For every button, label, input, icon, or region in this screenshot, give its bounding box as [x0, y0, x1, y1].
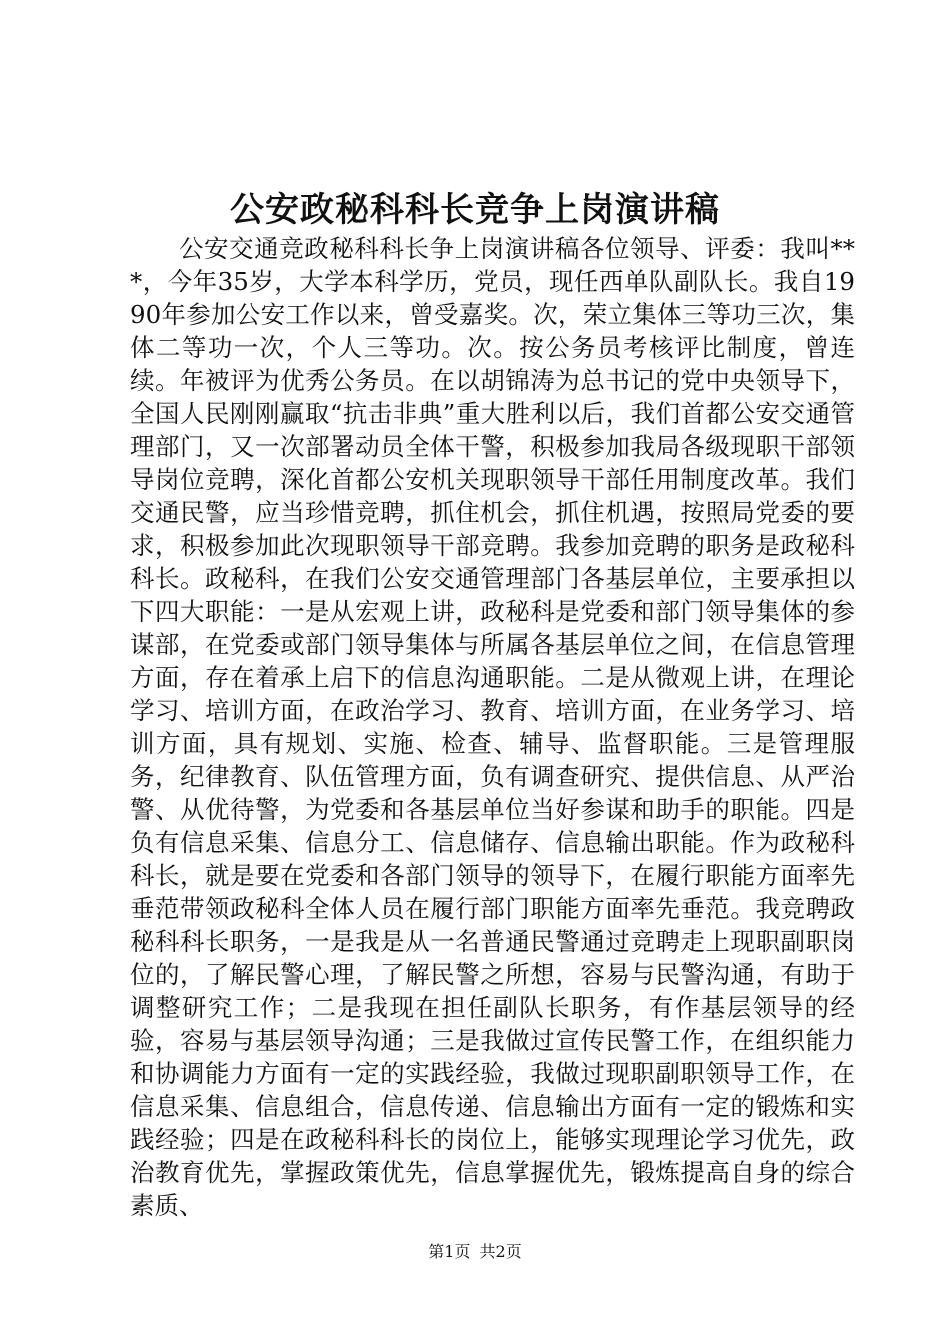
page-total: 共2页: [479, 1242, 522, 1261]
page-footer: [0, 1241, 950, 1263]
page-number: 第1页: [428, 1242, 471, 1261]
document-body: 公安交通竞政秘科科长争上岗演讲稿各位领导、评委：我叫***，今年35岁，大学本科学历，党员，现任西单队副队长。我自1990年参加公安工作以来，曾受嘉奖。次，荣立集体三等功三次，集体二等功一次，个人三等功。次。按公务员考核评比制度，曾连续。年被评为优秀公务员。在以胡锦涛为总书记的党中央领导下，全国人民刚刚赢取“抗击非典”重大胜利以后，我们首都公安交通管理部门，又一次部署动员全体干警，积极参加我局各级现职干部领导岗位竞聘，深化首都公安机关现职领导干部任用制度改革。我们交通民警，应当珍惜竞聘，抓住机会，抓住机遇，按照局党委的要求，积极参加此次现职领导干部竞聘。我参加竞聘的职务是政秘科科长。政秘科，在我们公安交通管理部门各基层单位，主要承担以下四大职能：一是从宏观上讲，政秘科是党委和部门领导集体的参谋部，在党委或部门领导集体与所属各基层单位之间，在信息管理方面，存在着承上启下的信息沟通职能。二是从微观上讲，在理论学习、培训方面，在政治学习、教育、培训方面，在业务学习、培训方面，具有规划、实施、检查、辅导、监督职能。三是管理服务，纪律教育、队伍管理方面，负有调查研究、提供信息、从严治警、从优待警，为党委和各基层单位当好参谋和助手的职能。四是负有信息采集、信息分工、信息储存、信息输出职能。作为政秘科科长，就是要在党委和各部门领导的领导下，在履行职能方面率先垂范带领政秘科全体人员在履行部门职能方面率先垂范。我竞聘政秘科科长职务，一是我是从一名普通民警通过竞聘走上现职副职岗位的，了解民警心理，了解民警之所想，容易与民警沟通，有助于调整研究工作；二是我现在担任副队长职务，有作基层领导的经验，容易与基层领导沟通；三是我做过宣传民警工作，在组织能力和协调能力方面有一定的实践经验，我做过现职副职领导工作，在信息采集、信息组合，信息传递、信息输出方面有一定的锻炼和实践经验；四是在政秘科科长的岗位上，能够实现理论学习优先，政治教育优先，掌握政策优先，信息掌握优先，锻炼提高自身的综合素质、: [130, 234, 855, 1220]
document-title: 公安政秘科科长竞争上岗演讲稿: [230, 190, 720, 230]
